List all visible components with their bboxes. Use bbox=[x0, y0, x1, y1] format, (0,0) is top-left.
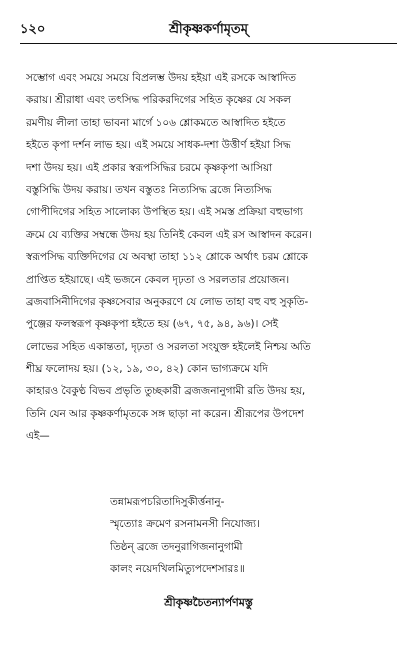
body-line: কাহারও বৈকুণ্ঠ বিভব প্রভৃতি তুচ্ছকারী ব্রজজনানুগামী রতি উদয় হয়, bbox=[26, 385, 306, 398]
header-rule bbox=[20, 43, 397, 44]
verse-line: কালং নয়েদখিলমিত্যুপদেশসারঃ॥ bbox=[110, 563, 245, 576]
verse-line: তিষ্ঠন্ ব্রজে তদনুরাগিজনানুগামী bbox=[110, 540, 243, 553]
body-line: হইতে কৃপা দর্শন লাভ হয়। এই সময়ে সাধক-দশা উত্তীর্ণ হইয়া সিদ্ধ bbox=[26, 139, 291, 152]
body-line: এই— bbox=[26, 430, 50, 443]
body-line: ব্রজবাসিনীদিগের কৃষ্ণসেবার অনুকরণে যে লোভ তাহা বহু বহু সুকৃতি- bbox=[26, 295, 309, 308]
body-paragraph bbox=[26, 67, 400, 448]
page-number: ১২০ bbox=[20, 22, 46, 37]
body-line: সম্ভোগ এবং সময়ে সময়ে বিপ্রলম্ভ উদয় হইয়া এই রসকে আস্বাদিত bbox=[26, 72, 296, 84]
dedication-line: শ্রীকৃষ্ণচৈতন্যার্পণমস্তু bbox=[164, 596, 253, 609]
body-line: লোভের সহিত একান্ততা, দৃঢ়তা ও সরলতা সংযুক্ত হইলেই নিশ্চয় অতি bbox=[26, 340, 311, 353]
verse-block bbox=[110, 491, 410, 581]
body-line: বস্তুসিদ্ধি উদয় করায়। তখন বস্তুতঃ নিত্যসিদ্ধ ব্রজে নিত্যসিদ্ধ bbox=[26, 183, 272, 196]
body-line: রমণীয় লীলা তাহা ভাবনা মার্গে ১০৬ শ্লোকমতে আস্বাদিত হইতে bbox=[26, 116, 286, 129]
body-line: করায়। শ্রীরাধা এবং তৎসিদ্ধ পরিকরদিগের সহিত কৃষ্ণের যে সকল bbox=[26, 94, 291, 107]
verse-line: স্মৃত্যোঃ ক্রমেণ রসনামনসী নিযোজ্য। bbox=[110, 518, 260, 531]
body-line: তিনি যেন আর কৃষ্ণকর্ণামৃতকে সঙ্গ ছাড়া না করেন। শ্রীরূপের উপদেশ bbox=[26, 407, 304, 420]
body-line: স্বরূপসিদ্ধ ব্যক্তিদিগের যে অবস্থা তাহা ১১২ শ্লোকে অর্থাৎ চরম শ্লোকে bbox=[26, 251, 308, 264]
body-line: দশা উদয় হয়। এই প্রকার স্বরূপসিদ্ধির চরমে কৃষ্ণকৃপা আসিয়া bbox=[26, 161, 273, 174]
body-line: পুঞ্জের ফলস্বরূপ কৃষ্ণকৃপা হইতে হয় (৬৭, ৭৫, ৯৪, ৯৬)। সেই bbox=[26, 318, 279, 331]
body-line: ক্রমে যে ব্যক্তির সম্বন্ধে উদয় হয় তিনিই কেবল এই রস আস্বাদন করেন। bbox=[26, 228, 312, 241]
page-header bbox=[20, 20, 397, 42]
body-line: প্রাপ্তিত হইয়াছে। এই ভজনে কেবল দৃঢ়তা ও সরলতার প্রয়োজন। bbox=[26, 273, 290, 286]
body-line: শীঘ্র ফলোদয় হয়। (১২, ১৯, ৩০, ৪২) কোন ভাগ্যক্রমে যদি bbox=[26, 363, 268, 376]
verse-line: তন্নামরূপচরিতাদিসুকীর্ত্তনানু- bbox=[110, 496, 225, 508]
body-line: গোপীদিগের সহিত সালোক্য উপস্থিত হয়। এই সমস্ত প্রক্রিয়া বহুভাগ্য bbox=[26, 206, 303, 219]
running-title: শ্রীকৃষ্ণকর্ণামৃতম্ bbox=[169, 22, 248, 37]
